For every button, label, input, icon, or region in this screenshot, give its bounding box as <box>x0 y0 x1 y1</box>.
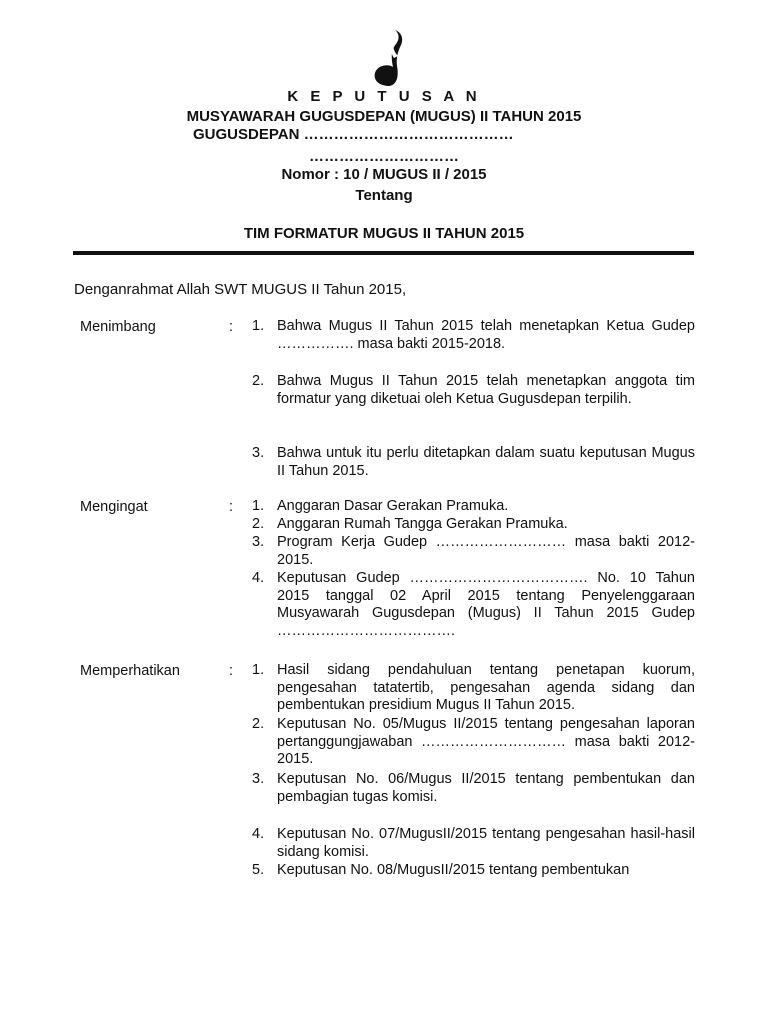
list-item <box>252 373 695 408</box>
tentang-label: Tentang <box>355 187 413 204</box>
item-text: Keputusan Gudep ………………………………. No. 10 Tahun 2015 tanggal 02 April 2015 tentang Penyelenggaraan Musyawarah Gugusdepan (Mugus) II Tahun 2015 Gudep ………………………………. <box>277 570 695 639</box>
item-text: Program Kerja Gudep ……………………… masa bakti 2012-2015. <box>277 534 695 568</box>
item-text: Bahwa untuk itu perlu ditetapkan dalam suatu keputusan Mugus II Tahun 2015. <box>277 445 695 479</box>
item-number: 2. <box>252 516 265 532</box>
section-label-memperhatikan: Memperhatikan <box>80 663 180 679</box>
decree-subject: TIM FORMATUR MUGUS II TAHUN 2015 <box>243 225 525 242</box>
item-text: Keputusan No. 07/MugusII/2015 tentang pengesahan hasil-hasil sidang komisi. <box>277 826 695 860</box>
section-colon: : <box>229 663 234 679</box>
decree-title: K E P U T U S A N <box>287 88 481 105</box>
list-item <box>252 498 695 516</box>
list-item <box>252 662 695 715</box>
list-item <box>252 771 695 806</box>
item-text: Keputusan No. 06/Mugus II/2015 tentang pembentukan dan pembagian tugas komisi. <box>277 771 695 805</box>
tunas-kelapa-logo <box>369 28 405 90</box>
list-item <box>252 534 695 569</box>
item-number: 1. <box>252 662 265 678</box>
section-colon: : <box>229 499 234 515</box>
section-colon: : <box>229 319 234 335</box>
item-number: 1. <box>252 318 265 334</box>
header-divider <box>73 251 694 255</box>
item-text: Anggaran Rumah Tangga Gerakan Pramuka. <box>277 516 568 532</box>
item-number: 2. <box>252 373 265 389</box>
list-item <box>252 826 695 861</box>
item-number: 1. <box>252 498 265 514</box>
item-number: 5. <box>252 862 265 878</box>
troop-line: GUGUSDEPAN …………………………………… <box>193 126 514 143</box>
list-item <box>252 445 695 480</box>
item-number: 3. <box>252 534 265 550</box>
decree-number: Nomor : 10 / MUGUS II / 2015 <box>281 166 487 183</box>
item-text: Hasil sidang pendahuluan tentang penetapan kuorum, pengesahan tatatertib, pengesahan agenda sidang dan pembentukan presidium Mugus II Tahun 2015. <box>277 662 695 713</box>
list-item <box>252 570 695 640</box>
section-label-mengingat: Mengingat <box>80 499 148 515</box>
section-label-menimbang: Menimbang <box>80 319 156 335</box>
item-number: 4. <box>252 570 265 586</box>
item-number: 3. <box>252 445 265 461</box>
item-text: Bahwa Mugus II Tahun 2015 telah menetapkan Ketua Gudep ……………. masa bakti 2015-2018. <box>277 318 695 352</box>
assembly-title: MUSYAWARAH GUGUSDEPAN (MUGUS) II TAHUN 2015 <box>186 108 582 125</box>
item-number: 2. <box>252 716 265 732</box>
item-number: 4. <box>252 826 265 842</box>
list-item <box>252 516 695 534</box>
list-item <box>252 318 695 353</box>
troop-line-continued: ………………………… <box>309 148 459 165</box>
item-number: 3. <box>252 771 265 787</box>
list-item <box>252 862 695 880</box>
item-text: Keputusan No. 05/Mugus II/2015 tentang pengesahan laporan pertanggungjawaban ………………………… masa bakti 2012-2015. <box>277 716 695 767</box>
list-item <box>252 716 695 769</box>
opening-line: Denganrahmat Allah SWT MUGUS II Tahun 2015, <box>74 281 407 298</box>
item-text: Anggaran Dasar Gerakan Pramuka. <box>277 498 509 514</box>
item-text: Bahwa Mugus II Tahun 2015 telah menetapkan anggota tim formatur yang diketuai oleh Ketua Gugusdepan terpilih. <box>277 373 695 407</box>
item-text: Keputusan No. 08/MugusII/2015 tentang pembentukan <box>277 862 630 878</box>
